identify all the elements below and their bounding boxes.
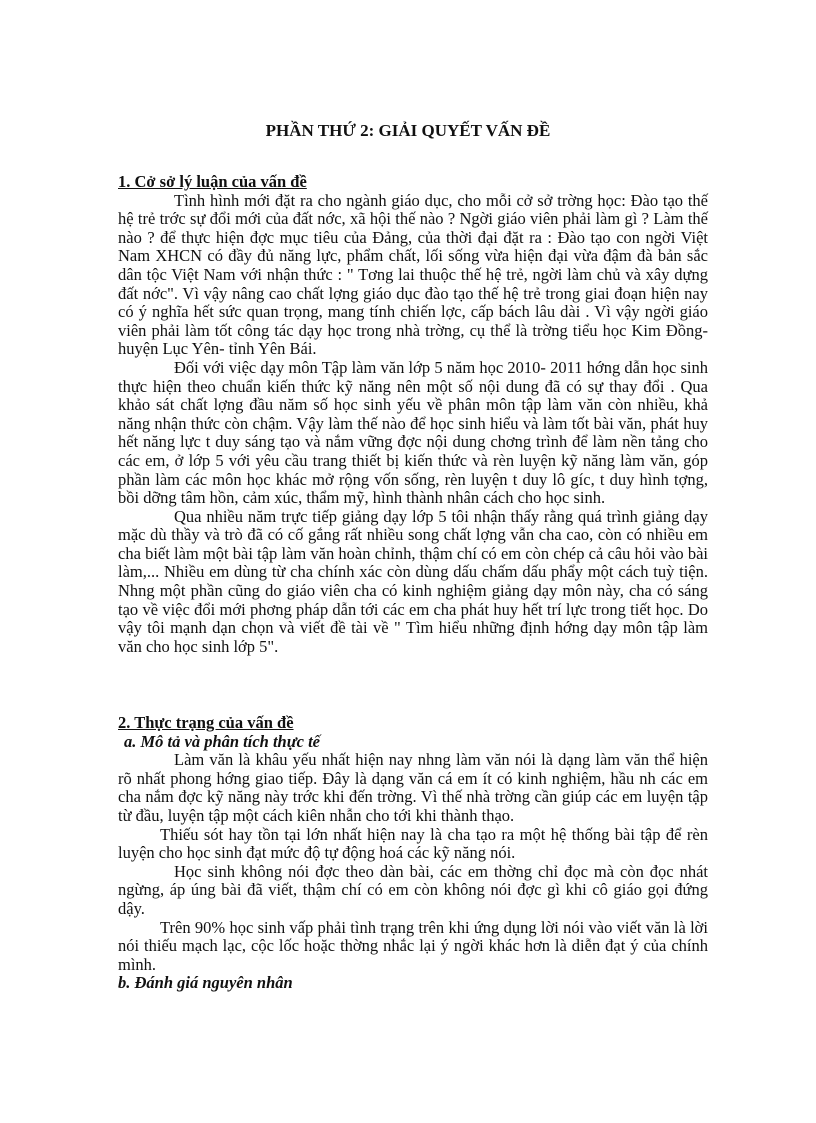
subsection-b-heading: b. Đánh giá nguyên nhân bbox=[118, 973, 293, 993]
section-2 bbox=[118, 714, 708, 993]
paragraph: Qua nhiều năm trực tiếp giảng dạy lớp 5 tôi nhận thấy rằng quá trình giảng dạy mặc dù thầy và trò đã có cố gắng rất nhiều song chất lợng vẫn cha cao, còn có nhiều em cha biết làm một bài tập làm văn hoàn chỉnh, thậm chí có em còn chép cả câu hỏi vào bài làm,... Nhiều em dùng từ cha chính xác còn dùng dấu chấm dấu phẩy một cách tuỳ tiện. Nhng một phần cũng do giáo viên cha có kinh nghiệm giảng dạy môn này, cha có sáng tạo về việc đổi mới phơng pháp dẫn tới các em cha phát huy hết trí lực trong tiết học. Do vậy tôi mạnh dạn chọn và viết đề tài về " Tìm hiểu những định hớng dạy môn tập làm văn cho học sinh lớp 5". bbox=[118, 506, 708, 656]
paragraph: Đối với việc dạy môn Tập làm văn lớp 5 năm học 2010- 2011 hớng dẫn học sinh thực hiện theo chuẩn kiến thức kỹ năng nên một số nội dung đã có sự thay đổi . Qua khảo sát chất lợng đầu năm số học sinh yếu về phân môn tập làm văn còn nhiều, khả năng nhận thức còn chậm. Vậy làm thế nào để học sinh hiểu và làm tốt bài văn, phát huy hết năng lực t duy sáng tạo và nắm vững đợc nội dung chơng trình để làm nền tảng cho các em, ở lớp 5 với yêu cầu trang thiết bị kiến thức và rèn luyện kỹ năng làm văn, góp phần làm các môn học khác mở rộng vốn sống, rèn luyện t duy lô gíc, t duy hình tợng, bồi dỡng tâm hồn, cảm xúc, thẩm mỹ, hình thành nhân cách cho học sinh. bbox=[118, 357, 708, 508]
page-title: PHẦN THỨ 2: GIẢI QUYẾT VẤN ĐỀ bbox=[265, 121, 551, 140]
section-2-heading: 2. Thực trạng của vấn đề bbox=[118, 713, 294, 732]
paragraph: Làm văn là khâu yếu nhất hiện nay nhng làm văn nói là dạng làm văn thể hiện rõ nhất phong hớng giao tiếp. Đây là dạng văn cá em ít có kinh nghiệm, hầu nh các em cha nắm đợc kỹ năng này trớc khi đến trờng. Vì thế nhà trờng cần giúp các em luyện tập từ đầu, luyện tập một cách kiên nhẫn cho tới khi thành thạo. bbox=[118, 750, 708, 825]
subsection-a-heading: a. Mô tả và phân tích thực tế bbox=[124, 731, 320, 751]
paragraph: Thiếu sót hay tồn tại lớn nhất hiện nay là cha tạo ra một hệ thống bài tập để rèn luyện cho học sinh đạt mức độ tự động hoá các kỹ năng nói. bbox=[118, 824, 708, 863]
paragraph: Học sinh không nói đợc theo dàn bài, các em thờng chỉ đọc mà còn đọc nhát ngừng, áp úng bài đã viết, thậm chí có em còn không nói đợc gì khi cô giáo gọi đứng dậy. bbox=[118, 861, 708, 918]
paragraph: Trên 90% học sinh vấp phải tình trạng trên khi ứng dụng lời nói vào viết văn là lời nói thiếu mạch lạc, cộc lốc hoặc thờng nhắc lại ý ngời khác hơn là diễn đạt ý của chính mình. bbox=[118, 917, 708, 974]
section-1-heading: 1. Cở sở lý luận của vấn đề bbox=[118, 172, 307, 191]
paragraph: Tình hình mới đặt ra cho ngành giáo dục, cho mỗi cở sở trờng học: Đào tạo thế hệ trẻ trớc sự đổi mới của đất nớc, xã hội thế nào ? Ngời giáo viên phải làm gì ? Làm thế nào ? để thực hiện đợc mục tiêu của Đảng, của thời đại đặt ra : Đào tạo con ngời Việt Nam XHCN có đầy đủ năng lực, phẩm chất, lối sống vừa hiện đại vừa đậm đà bản sắc dân tộc Việt Nam với nhận thức : " Tơng lai thuộc thế hệ trẻ, ngời làm chủ và xây dựng đất nớc". Vì vậy nâng cao chất lợng giáo dục đào tạo thế hệ trẻ trong giai đoạn hiện nay có ý nghĩa hết sức quan trọng, mang tính chiến lợc, cấp bách lâu dài . Vì vậy ngời giáo viên phải làm tốt công tác dạy học trong nhà trờng, cụ thể là trờng tiểu học Kim Đồng- huyện Lục Yên- tỉnh Yên Bái. bbox=[118, 190, 708, 359]
section-1 bbox=[118, 173, 708, 656]
